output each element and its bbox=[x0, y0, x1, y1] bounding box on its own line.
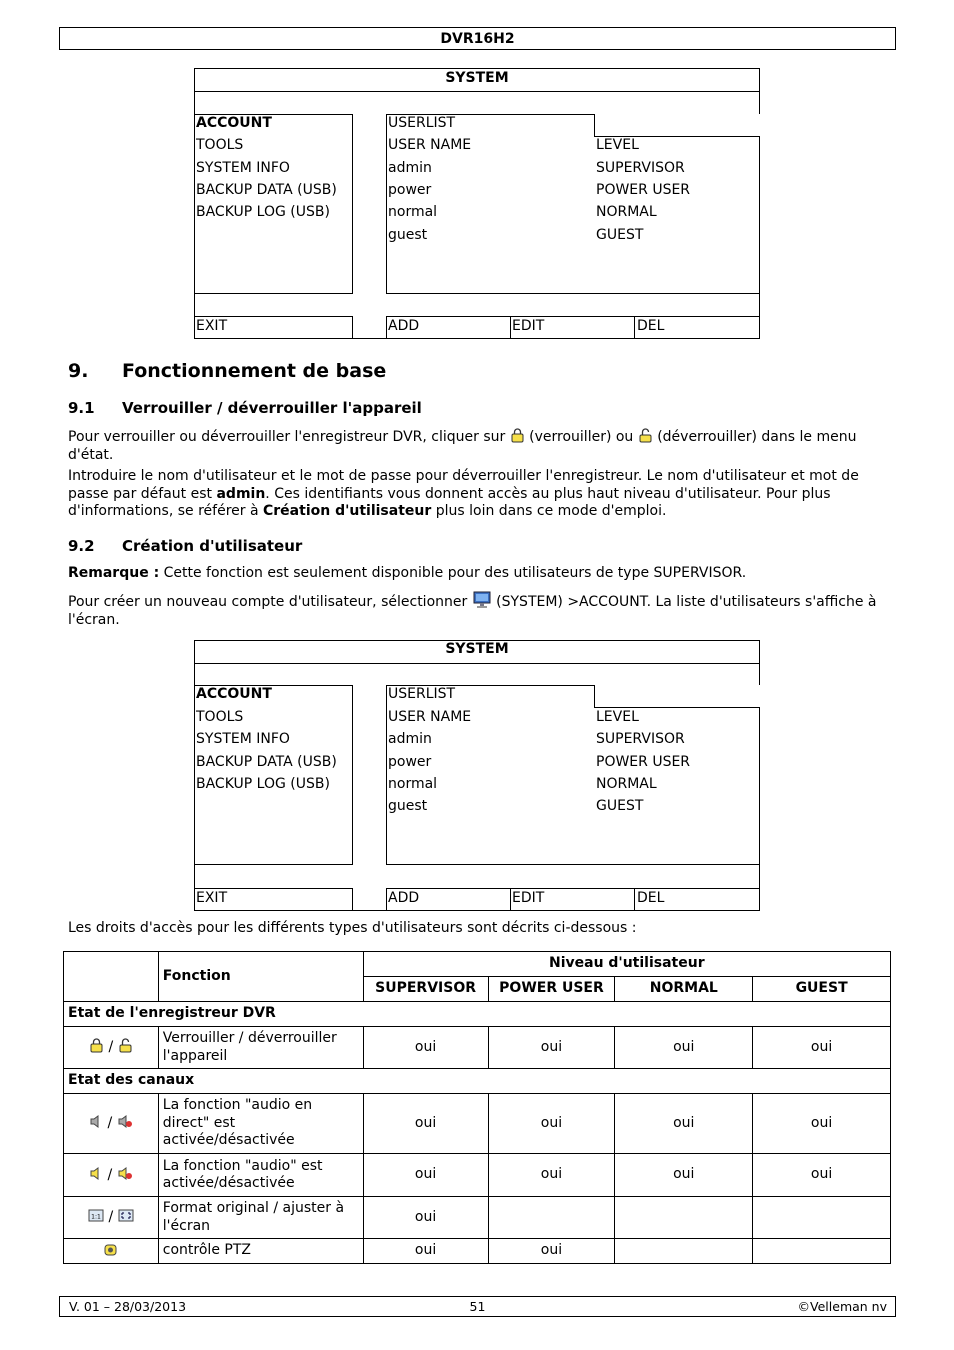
unlock-icon bbox=[118, 1038, 133, 1053]
section-label: Etat de l'enregistreur DVR bbox=[64, 1002, 891, 1027]
function-cell: La fonction "audio en direct" est activée/désactivée bbox=[158, 1094, 363, 1154]
value-cell: oui bbox=[615, 1094, 753, 1154]
lock-icon bbox=[89, 1038, 104, 1053]
system-panel bbox=[194, 68, 760, 339]
value-cell: oui bbox=[363, 1027, 488, 1069]
subsection-number: 9.2 bbox=[68, 537, 95, 555]
subsection-heading bbox=[68, 399, 422, 417]
user-name[interactable]: normal bbox=[388, 776, 438, 792]
user-name[interactable]: admin bbox=[388, 731, 432, 747]
table-row bbox=[64, 1154, 891, 1197]
user-name[interactable]: admin bbox=[388, 160, 432, 176]
user-name[interactable]: normal bbox=[388, 204, 438, 220]
user-level: POWER USER bbox=[596, 182, 691, 198]
value-cell: oui bbox=[753, 1094, 891, 1154]
unlock-icon bbox=[638, 428, 653, 443]
paragraph bbox=[68, 920, 888, 938]
section-label: Etat des canaux bbox=[64, 1069, 891, 1094]
value-cell: oui bbox=[753, 1027, 891, 1069]
del-label: DEL bbox=[637, 318, 665, 334]
separator: / bbox=[107, 1115, 113, 1132]
table-header-row bbox=[64, 952, 891, 977]
value-cell: oui bbox=[363, 1154, 488, 1197]
menu-item-account[interactable]: ACCOUNT bbox=[196, 115, 272, 131]
table-section-row bbox=[64, 1002, 891, 1027]
user-level: GUEST bbox=[596, 227, 644, 243]
table-row bbox=[64, 1197, 891, 1239]
value-cell bbox=[615, 1197, 753, 1239]
header-level: POWER USER bbox=[488, 977, 615, 1002]
menu-item-tools[interactable]: TOOLS bbox=[196, 709, 244, 725]
value-cell: oui bbox=[363, 1239, 488, 1264]
function-cell: Verrouiller / déverrouiller l'appareil bbox=[158, 1027, 363, 1069]
separator: / bbox=[107, 1166, 113, 1183]
text: (déverrouiller) dans le menu d'état. bbox=[68, 429, 857, 463]
value-cell bbox=[488, 1197, 615, 1239]
value-cell bbox=[615, 1239, 753, 1264]
paragraph bbox=[68, 428, 888, 464]
edit-label: EDIT bbox=[512, 318, 545, 334]
function-cell: contrôle PTZ bbox=[158, 1239, 363, 1264]
audio-icon bbox=[89, 1166, 103, 1181]
icon-cell bbox=[64, 1027, 159, 1069]
table-section-row bbox=[64, 1069, 891, 1094]
tab-userlist[interactable]: USERLIST bbox=[388, 115, 456, 131]
section-number: 9. bbox=[68, 360, 89, 382]
value-cell: oui bbox=[615, 1154, 753, 1197]
value-cell bbox=[753, 1239, 891, 1264]
audio-mute-icon bbox=[117, 1166, 133, 1181]
user-name[interactable]: guest bbox=[388, 798, 428, 814]
exit-label: EXIT bbox=[196, 318, 228, 334]
user-level: SUPERVISOR bbox=[596, 731, 685, 747]
panel-title: SYSTEM bbox=[445, 641, 509, 657]
text: Cette fonction est seulement disponible pour des utilisateurs de type SUPERVISOR. bbox=[159, 565, 747, 581]
paragraph bbox=[68, 468, 888, 521]
table-row bbox=[64, 1239, 891, 1264]
cross-reference: Création d'utilisateur bbox=[263, 503, 432, 519]
user-level: NORMAL bbox=[596, 204, 657, 220]
menu-item-backup-log[interactable]: BACKUP LOG (USB) bbox=[196, 204, 330, 220]
user-level: GUEST bbox=[596, 798, 644, 814]
text: . Ces identifiants vous donnent accès au plus haut niveau d'utilisateur. Pour plus d'informations, se référer à bbox=[68, 485, 831, 519]
subsection-number: 9.1 bbox=[68, 399, 95, 417]
icon-cell bbox=[64, 1094, 159, 1154]
value-cell: oui bbox=[753, 1154, 891, 1197]
header-niveau: Niveau d'utilisateur bbox=[363, 952, 890, 977]
edit-label: EDIT bbox=[512, 890, 545, 906]
footer-copyright: ©Velleman nv bbox=[797, 1299, 887, 1314]
fit-screen-icon bbox=[118, 1208, 134, 1223]
speaker-mute-icon bbox=[117, 1114, 133, 1129]
function-cell: Format original / ajuster à l'écran bbox=[158, 1197, 363, 1239]
note-label: Remarque : bbox=[68, 565, 160, 581]
text: Les droits d'accès pour les différents types d'utilisateurs sont décrits ci-dessous : bbox=[68, 920, 637, 936]
userlist-tab-gap bbox=[594, 685, 760, 708]
add-label: ADD bbox=[388, 318, 420, 334]
separator: / bbox=[108, 1209, 114, 1226]
ptz-icon bbox=[103, 1242, 118, 1257]
user-level: SUPERVISOR bbox=[596, 160, 685, 176]
icon-cell bbox=[64, 1154, 159, 1197]
menu-item-backup-log[interactable]: BACKUP LOG (USB) bbox=[196, 776, 330, 792]
user-name[interactable]: power bbox=[388, 182, 432, 198]
value-cell: oui bbox=[488, 1094, 615, 1154]
table-row bbox=[64, 1094, 891, 1154]
header-level: NORMAL bbox=[615, 977, 753, 1002]
separator: / bbox=[108, 1039, 114, 1056]
lock-icon bbox=[510, 428, 525, 443]
userlist-tab-gap bbox=[594, 114, 760, 137]
note-paragraph bbox=[68, 565, 888, 583]
section-title: Fonctionnement de base bbox=[122, 360, 387, 382]
header-fonction: Fonction bbox=[158, 952, 363, 1002]
value-cell: oui bbox=[488, 1027, 615, 1069]
subsection-heading bbox=[68, 537, 303, 555]
footer-version: V. 01 – 28/03/2013 bbox=[69, 1299, 187, 1314]
system-panel bbox=[194, 640, 760, 911]
menu-item-backup-data[interactable]: BACKUP DATA (USB) bbox=[196, 182, 337, 198]
text: Pour verrouiller ou déverrouiller l'enregistreur DVR, cliquer sur bbox=[68, 429, 510, 445]
paragraph bbox=[68, 591, 888, 629]
menu-item-backup-data[interactable]: BACKUP DATA (USB) bbox=[196, 754, 337, 770]
value-cell bbox=[753, 1197, 891, 1239]
user-level: POWER USER bbox=[596, 754, 691, 770]
del-label: DEL bbox=[637, 890, 665, 906]
header-level: GUEST bbox=[753, 977, 891, 1002]
function-cell: La fonction "audio" est activée/désactivée bbox=[158, 1154, 363, 1197]
panel-title: SYSTEM bbox=[445, 70, 509, 86]
value-cell: oui bbox=[488, 1239, 615, 1264]
user-level: NORMAL bbox=[596, 776, 657, 792]
value-cell: oui bbox=[363, 1094, 488, 1154]
system-icon bbox=[472, 591, 492, 609]
original-size-icon bbox=[88, 1208, 104, 1223]
add-label: ADD bbox=[388, 890, 420, 906]
text: (SYSTEM) >ACCOUNT. La liste d'utilisateurs s'affiche à l'écran. bbox=[68, 594, 877, 628]
table-row bbox=[64, 1027, 891, 1069]
col-user-name: USER NAME bbox=[388, 709, 472, 725]
icon-cell bbox=[64, 1197, 159, 1239]
value-cell: oui bbox=[363, 1197, 488, 1239]
text: (verrouiller) ou bbox=[524, 429, 638, 445]
value-cell: oui bbox=[615, 1027, 753, 1069]
user-name[interactable]: power bbox=[388, 754, 432, 770]
text: Pour créer un nouveau compte d'utilisateur, sélectionner bbox=[68, 594, 472, 610]
menu-item-system-info[interactable]: SYSTEM INFO bbox=[196, 731, 290, 747]
header-icon-cell bbox=[64, 952, 159, 1002]
col-user-name: USER NAME bbox=[388, 137, 472, 153]
text: plus loin dans ce mode d'emploi. bbox=[431, 503, 667, 519]
value-cell: oui bbox=[488, 1154, 615, 1197]
col-level: LEVEL bbox=[596, 137, 639, 153]
subsection-title: Création d'utilisateur bbox=[122, 537, 303, 555]
default-credentials: admin bbox=[216, 485, 266, 502]
menu-item-tools[interactable]: TOOLS bbox=[196, 137, 244, 153]
section-heading bbox=[68, 360, 387, 382]
text: Introduire le nom d'utilisateur et le mot de passe pour déverrouiller l'enregistreur. Le nom d'utilisateur et mot de passe par défaut est bbox=[68, 468, 859, 502]
access-rights-table bbox=[63, 951, 891, 1264]
user-name[interactable]: guest bbox=[388, 227, 428, 243]
menu-item-account[interactable]: ACCOUNT bbox=[196, 686, 272, 702]
svg-text:1:1: 1:1 bbox=[91, 1213, 101, 1221]
page-header bbox=[59, 27, 896, 50]
speaker-icon bbox=[89, 1114, 103, 1129]
icon-cell bbox=[64, 1239, 159, 1264]
header-level: SUPERVISOR bbox=[363, 977, 488, 1002]
menu-item-system-info[interactable]: SYSTEM INFO bbox=[196, 160, 290, 176]
tab-userlist[interactable]: USERLIST bbox=[388, 686, 456, 702]
exit-label: EXIT bbox=[196, 890, 228, 906]
col-level: LEVEL bbox=[596, 709, 639, 725]
subsection-title: Verrouiller / déverrouiller l'appareil bbox=[122, 399, 422, 417]
model-title: DVR16H2 bbox=[440, 31, 515, 47]
page-footer bbox=[59, 1296, 896, 1317]
footer-page-number: 51 bbox=[469, 1299, 486, 1314]
